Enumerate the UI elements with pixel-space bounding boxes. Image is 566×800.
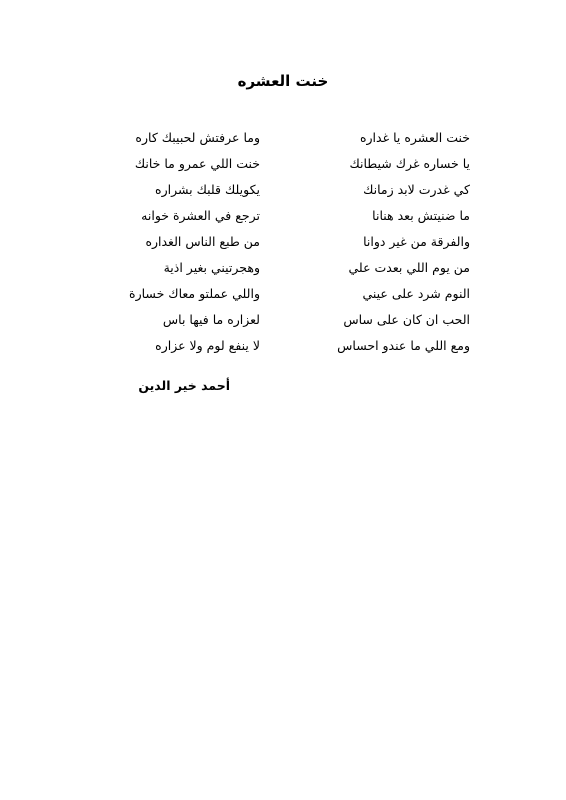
verse-row	[70, 284, 470, 310]
verse-row	[70, 206, 470, 232]
verse-second-half: لا ينفع لوم ولا عزاره	[155, 338, 260, 353]
verse-second-half: يكويلك قلبك بشراره	[155, 182, 260, 197]
verse-first-half: من يوم اللي بعدت علي	[348, 260, 470, 275]
verse-first-half: والفرقة من غير دوانا	[363, 234, 470, 249]
verse-row	[70, 336, 470, 362]
verse-row	[70, 180, 470, 206]
verse-row	[70, 154, 470, 180]
verse-first-half: يا خساره غرك شيطانك	[349, 156, 470, 171]
verse-first-half: خنت العشره يا غداره	[359, 130, 470, 145]
verse-second-half: خنت اللي عمرو ما خانك	[134, 156, 260, 171]
verse-second-half: واللي عملتو معاك خسارة	[129, 286, 260, 301]
poem-verses	[70, 128, 470, 362]
poem-title: خنت العشره	[237, 72, 329, 90]
verse-second-half: وما عرفتش لحبيبك كاره	[135, 130, 260, 145]
verse-row	[70, 128, 470, 154]
verse-row	[70, 258, 470, 284]
verse-second-half: لعزاره ما فيها باس	[162, 312, 260, 327]
verse-row	[70, 232, 470, 258]
verse-second-half: من طبع الناس الغداره	[145, 234, 260, 249]
verse-first-half: كي غدرت لابد زمانك	[363, 182, 470, 197]
poem-author: أحمد خير الدين	[138, 378, 230, 393]
verse-first-half: ما ضنيتش بعد هنانا	[372, 208, 470, 223]
verse-second-half: ترجع في العشرة خوانه	[141, 208, 260, 223]
verse-first-half: ومع اللي ما عندو احساس	[337, 338, 470, 353]
verse-first-half: الحب ان كان على ساس	[343, 312, 470, 327]
verse-second-half: وهجرتيني بغير اذية	[163, 260, 260, 275]
verse-first-half: النوم شرد على عيني	[362, 286, 470, 301]
verse-row	[70, 310, 470, 336]
